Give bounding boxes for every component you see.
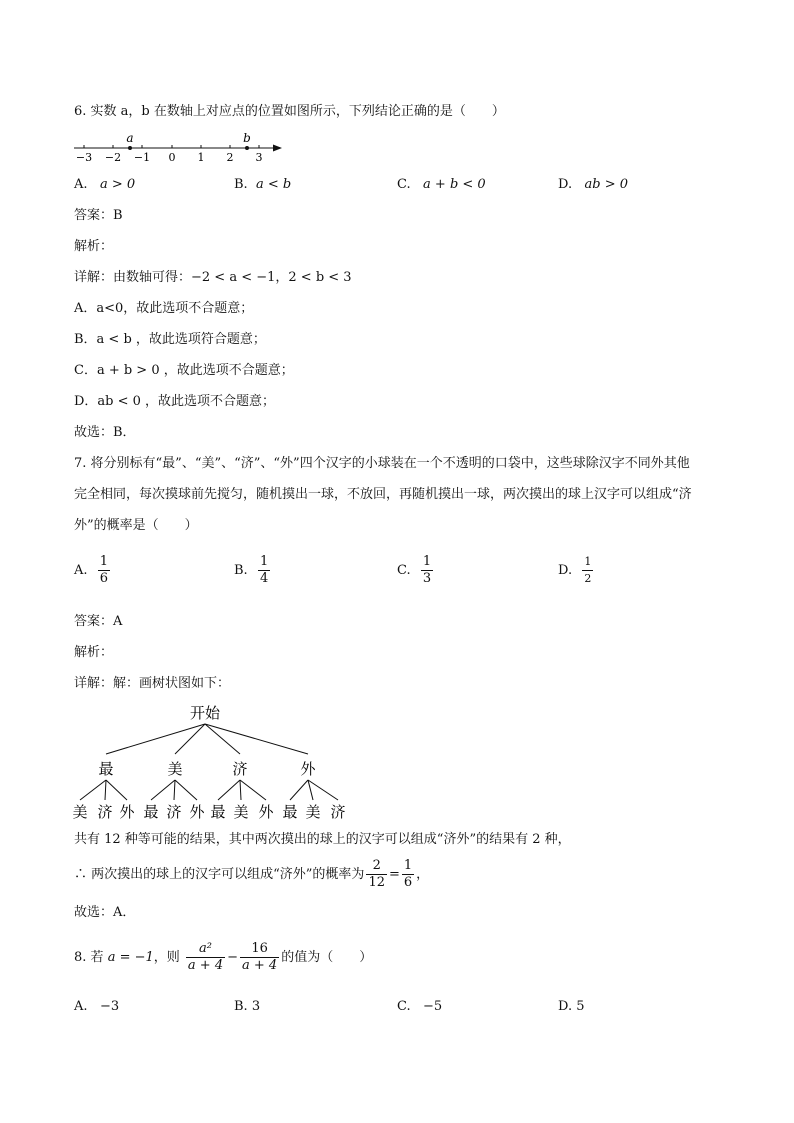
tree-node-level2: 外 xyxy=(119,803,135,821)
q6-option-a: A. a > 0 xyxy=(74,177,136,192)
q6-line-b: B．a < b ，故此选项符合题意； xyxy=(74,332,266,347)
tree-node-level2: 外 xyxy=(258,803,274,821)
q6-option-b: B. a < b xyxy=(234,177,292,192)
q8-stem: 8. 若 a = −1，则 $\frac{\text{a²}}{a + 4}$ − $\frac{16}{a + 4}$ 的值为（ ） xyxy=(74,941,373,973)
point-b-label: b xyxy=(243,131,251,145)
q6-stem: 6. 实数 a，b 在数轴上对应点的位置如图所示，下列结论正确的是（ ） xyxy=(74,104,505,119)
q7-analysis: 解析： xyxy=(74,645,114,660)
q6-option-c: C. a + b < 0 xyxy=(397,177,486,192)
tick-label: −3 xyxy=(75,151,93,164)
q7-choose: 故选：A． xyxy=(74,905,136,920)
q7-stem-line1: 7. 将分别标有“最”、“美”、“济”、“外”四个汉字的小球装在一个不透明的口袋中，这些球除汉字不同外其他 xyxy=(74,456,690,471)
tick-label: −1 xyxy=(133,151,151,164)
number-line xyxy=(70,128,290,164)
q8-option-a: A. −3 xyxy=(74,999,120,1014)
q6-choose: 故选：B． xyxy=(74,425,136,440)
tree-node-level2: 济 xyxy=(166,803,182,821)
point-a-marker xyxy=(128,146,132,150)
q6-analysis: 解析： xyxy=(74,239,114,254)
tick-label: 1 xyxy=(197,151,205,164)
q7-option-d: D. $\frac{1}{2}$ xyxy=(558,555,592,585)
tree-diagram xyxy=(70,700,360,825)
q6-line-c: C．a + b > 0 ，故此选项不合题意； xyxy=(74,363,294,378)
tick-label: 0 xyxy=(168,151,176,164)
q6-line-d: D．ab < 0 ，故此选项不合题意； xyxy=(74,394,276,409)
tree-node-level2: 最 xyxy=(210,803,226,821)
tree-node-level2: 最 xyxy=(143,803,159,821)
q6-detail: 详解：由数轴可得：−2 < a < −1，2 < b < 3 xyxy=(74,270,352,285)
tick-label: 3 xyxy=(255,151,263,164)
tree-node-level1: 济 xyxy=(232,760,248,778)
tree-node-level1: 最 xyxy=(98,760,114,778)
q7-probability: ∴ 两次摸出的球上的汉字可以组成“济外”的概率为 $\frac{2}{12}$ = $\frac{1}{6}$ ， xyxy=(74,858,430,890)
q7-detail: 详解：解：画树状图如下： xyxy=(74,676,231,691)
q8-option-c: C. −5 xyxy=(397,999,443,1014)
point-a-label: a xyxy=(126,131,134,145)
q7-result: 共有 12 种等可能的结果，其中两次摸出的球上的汉字可以组成“济外”的结果有 2 种， xyxy=(74,832,571,847)
q7-stem-line2: 完全相同，每次摸球前先搅匀，随机摸出一球，不放回，再随机摸出一球，两次摸出的球上汉字可以组成“济 xyxy=(74,487,692,502)
tree-node-level1: 美 xyxy=(167,760,183,778)
tree-root: 开始 xyxy=(189,704,221,722)
tick-label: 2 xyxy=(226,151,234,164)
tree-node-level2: 外 xyxy=(189,803,205,821)
q7-option-c: C. $\frac{1}{3}$ xyxy=(397,554,432,586)
arrow-right-icon xyxy=(273,145,282,152)
q7-option-b: B. $\frac{1}{4}$ xyxy=(234,554,269,586)
q8-option-b: B. 3 xyxy=(234,999,261,1014)
q6-line-a: A．a<0，故此选项不合题意； xyxy=(74,301,254,316)
tree-node-level1: 外 xyxy=(300,760,316,778)
q7-answer: 答案：A xyxy=(74,614,123,629)
tree-node-level2: 美 xyxy=(233,803,249,821)
q8-option-d: D. 5 xyxy=(558,999,585,1014)
point-b-marker xyxy=(245,146,249,150)
tree-node-level2: 美 xyxy=(72,803,88,821)
q6-option-d: D. ab > 0 xyxy=(558,177,629,192)
tree-node-level2: 美 xyxy=(305,803,321,821)
q6-answer: 答案：B xyxy=(74,208,123,223)
tree-node-level2: 济 xyxy=(330,803,346,821)
tick-label: −2 xyxy=(104,151,122,164)
tree-node-level2: 最 xyxy=(282,803,298,821)
tree-node-level2: 济 xyxy=(97,803,113,821)
q7-option-a: A. $\frac{1}{6}$ xyxy=(74,554,109,586)
q7-stem-line3: 外”的概率是（ ） xyxy=(74,518,198,533)
